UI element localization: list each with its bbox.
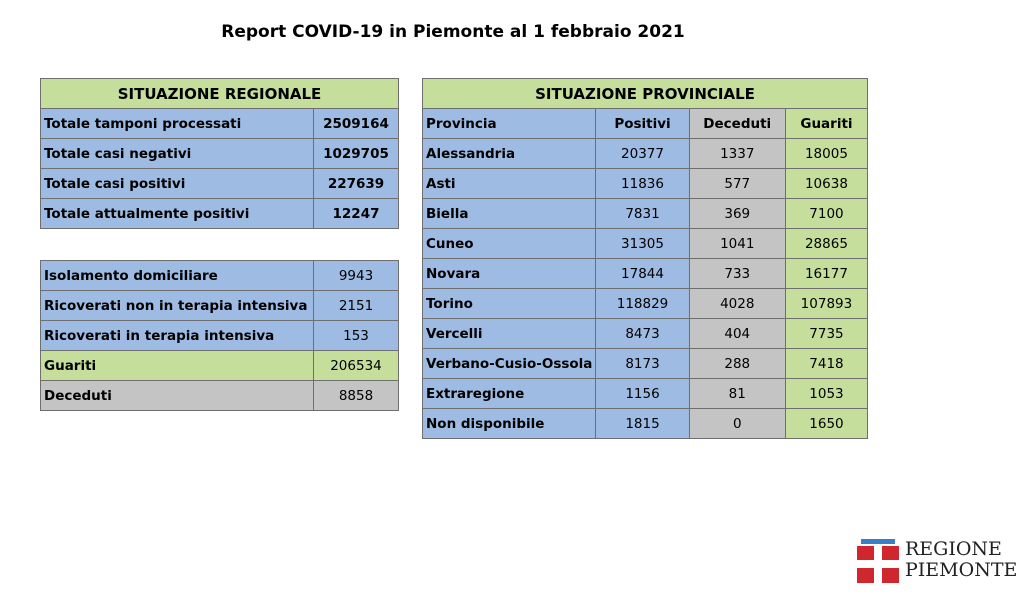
table-header-row bbox=[423, 109, 868, 139]
row-value: 227639 bbox=[314, 169, 399, 199]
table-row bbox=[423, 319, 868, 349]
regione-piemonte-logo bbox=[857, 537, 1017, 587]
province-name: Cuneo bbox=[423, 229, 596, 259]
deceduti-value: 1337 bbox=[689, 139, 785, 169]
row-value: 2509164 bbox=[314, 109, 399, 139]
positivi-value: 118829 bbox=[596, 289, 689, 319]
positivi-value: 7831 bbox=[596, 199, 689, 229]
table-row bbox=[41, 321, 399, 351]
row-label: Totale casi positivi bbox=[41, 169, 314, 199]
row-label: Totale tamponi processati bbox=[41, 109, 314, 139]
province-name: Extraregione bbox=[423, 379, 596, 409]
deceduti-value: 1041 bbox=[689, 229, 785, 259]
province-name: Biella bbox=[423, 199, 596, 229]
row-value: 8858 bbox=[314, 381, 399, 411]
guariti-value: 1650 bbox=[785, 409, 867, 439]
row-value: 2151 bbox=[314, 291, 399, 321]
table-row bbox=[41, 261, 399, 291]
deceduti-value: 81 bbox=[689, 379, 785, 409]
guariti-value: 1053 bbox=[785, 379, 867, 409]
guariti-value: 18005 bbox=[785, 139, 867, 169]
row-value: 153 bbox=[314, 321, 399, 351]
table-row bbox=[423, 379, 868, 409]
province-name: Alessandria bbox=[423, 139, 596, 169]
column-header: Provincia bbox=[423, 109, 596, 139]
positivi-value: 11836 bbox=[596, 169, 689, 199]
table-row bbox=[41, 109, 399, 139]
deceduti-value: 0 bbox=[689, 409, 785, 439]
provincial-table bbox=[422, 78, 868, 439]
provincial-header: SITUAZIONE PROVINCIALE bbox=[423, 79, 868, 109]
regional-summary-table bbox=[40, 78, 399, 229]
table-row bbox=[41, 351, 399, 381]
logo-line-1: REGIONE bbox=[905, 538, 1002, 560]
province-name: Asti bbox=[423, 169, 596, 199]
deceduti-value: 4028 bbox=[689, 289, 785, 319]
province-name: Non disponibile bbox=[423, 409, 596, 439]
province-name: Novara bbox=[423, 259, 596, 289]
table-row bbox=[423, 289, 868, 319]
guariti-value: 16177 bbox=[785, 259, 867, 289]
deceduti-value: 733 bbox=[689, 259, 785, 289]
positivi-value: 20377 bbox=[596, 139, 689, 169]
guariti-value: 7418 bbox=[785, 349, 867, 379]
row-label: Totale casi negativi bbox=[41, 139, 314, 169]
positivi-value: 8173 bbox=[596, 349, 689, 379]
row-label: Totale attualmente positivi bbox=[41, 199, 314, 229]
positivi-value: 1815 bbox=[596, 409, 689, 439]
deceduti-value: 404 bbox=[689, 319, 785, 349]
table-row bbox=[423, 169, 868, 199]
province-name: Torino bbox=[423, 289, 596, 319]
table-row bbox=[423, 259, 868, 289]
table-row bbox=[423, 349, 868, 379]
guariti-value: 7735 bbox=[785, 319, 867, 349]
table-row bbox=[423, 199, 868, 229]
logo-line-2: PIEMONTE bbox=[905, 559, 1018, 581]
deceduti-value: 288 bbox=[689, 349, 785, 379]
guariti-value: 28865 bbox=[785, 229, 867, 259]
positivi-value: 17844 bbox=[596, 259, 689, 289]
guariti-value: 7100 bbox=[785, 199, 867, 229]
status-breakdown-table bbox=[40, 260, 399, 411]
row-value: 12247 bbox=[314, 199, 399, 229]
guariti-value: 10638 bbox=[785, 169, 867, 199]
row-value: 9943 bbox=[314, 261, 399, 291]
positivi-value: 8473 bbox=[596, 319, 689, 349]
page-title: Report COVID-19 in Piemonte al 1 febbraio 2021 bbox=[221, 22, 685, 42]
table-row bbox=[423, 409, 868, 439]
deceduti-value: 577 bbox=[689, 169, 785, 199]
deceduti-value: 369 bbox=[689, 199, 785, 229]
logo-emblem-icon bbox=[857, 537, 899, 583]
row-value: 206534 bbox=[314, 351, 399, 381]
table-row bbox=[423, 229, 868, 259]
row-label: Guariti bbox=[41, 351, 314, 381]
row-label: Deceduti bbox=[41, 381, 314, 411]
row-label: Ricoverati in terapia intensiva bbox=[41, 321, 314, 351]
province-name: Verbano-Cusio-Ossola bbox=[423, 349, 596, 379]
positivi-value: 1156 bbox=[596, 379, 689, 409]
table-row bbox=[41, 381, 399, 411]
column-header: Deceduti bbox=[689, 109, 785, 139]
table-row bbox=[41, 199, 399, 229]
guariti-value: 107893 bbox=[785, 289, 867, 319]
column-header: Guariti bbox=[785, 109, 867, 139]
row-label: Ricoverati non in terapia intensiva bbox=[41, 291, 314, 321]
row-value: 1029705 bbox=[314, 139, 399, 169]
province-name: Vercelli bbox=[423, 319, 596, 349]
column-header: Positivi bbox=[596, 109, 689, 139]
table-row bbox=[423, 139, 868, 169]
table-row bbox=[41, 169, 399, 199]
table-row bbox=[41, 139, 399, 169]
positivi-value: 31305 bbox=[596, 229, 689, 259]
row-label: Isolamento domiciliare bbox=[41, 261, 314, 291]
table-row bbox=[41, 291, 399, 321]
regional-header: SITUAZIONE REGIONALE bbox=[41, 79, 399, 109]
